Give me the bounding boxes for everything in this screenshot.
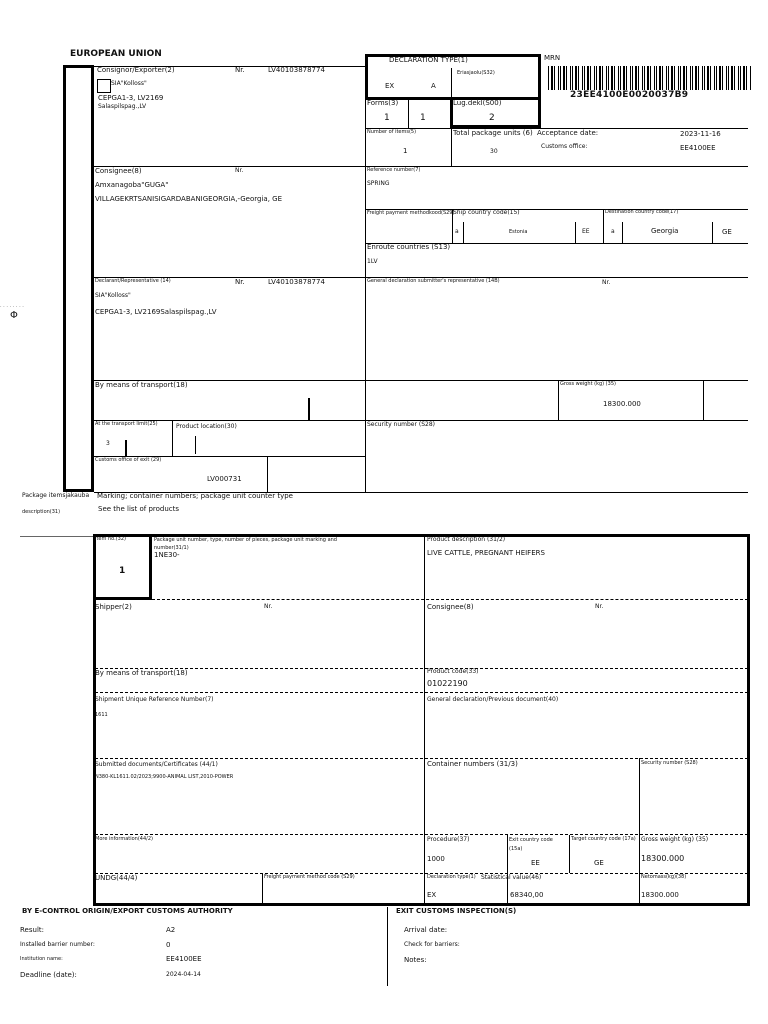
- items-value: 1: [403, 147, 408, 155]
- item-freight-label: Freight payment method code (S29): [264, 874, 355, 880]
- barrier-check-label: Check for barriers:: [404, 941, 460, 948]
- item-consignee-nr-label: Nr.: [595, 603, 604, 610]
- deadline-value: 2024-04-14: [166, 971, 201, 978]
- forms-v1: 1: [384, 113, 390, 123]
- unique-reference-label: Shipment Unique Reference Number(7): [95, 696, 214, 703]
- dest-country-name: Georgia: [651, 227, 679, 235]
- product-description-value: LIVE CATTLE, PREGNANT HEIFERS: [427, 549, 545, 557]
- consignee-name: Amxanagoba"GUGA": [95, 181, 169, 189]
- product-code-label: Product code(33): [427, 668, 479, 675]
- unique-reference-value: 1611: [95, 712, 108, 718]
- mrn-label: MRN: [544, 54, 561, 62]
- total-units-label: Total package units (6): [453, 129, 533, 137]
- statistical-value-label: Statistical value(46): [481, 874, 542, 881]
- consignee-label: Consignee(8): [95, 167, 142, 175]
- loading-list-value: 2: [489, 113, 495, 123]
- declarant-nr-value: LV40103878774: [268, 278, 325, 286]
- ship-country-code: EE: [582, 228, 590, 235]
- item-consignee-label: Consignee(8): [427, 603, 474, 611]
- forms-label: Forms(3): [367, 99, 399, 107]
- margin-dots: · · · · · · · ·: [0, 304, 24, 310]
- enroute-label: Enroute countries (S13): [367, 243, 451, 251]
- result-label: Result:: [20, 926, 44, 934]
- barrier-number-value: 0: [166, 941, 171, 949]
- exit-country-value: EE: [531, 859, 540, 867]
- exit-office-label: Customs office of exit (29): [95, 457, 162, 463]
- packages-label: Marking; container numbers; package unit counter type: [97, 492, 293, 500]
- target-country-value: GE: [594, 859, 604, 867]
- documents-value: N380-KL1611.02/2023;9900-ANIMAL LIST,2010-POWER: [95, 774, 234, 780]
- exit-office-value: LV000731: [207, 475, 242, 483]
- arrival-date-label: Arrival date:: [404, 926, 448, 934]
- reference-value: SPRING: [367, 180, 390, 187]
- decl-type-value: EX: [427, 891, 437, 899]
- item-security-label: Security number (S28): [641, 760, 698, 766]
- statistical-value: 68340,00: [510, 891, 544, 899]
- declarant-name: SIA"Kolloss": [95, 292, 131, 299]
- acceptance-value: 2023-11-16: [680, 130, 721, 138]
- dest-country-code: GE: [722, 228, 732, 236]
- ship-country-a: a: [455, 228, 459, 235]
- item-transport-label: By means of transport(18): [95, 669, 188, 677]
- institution-value: EE4100EE: [166, 955, 202, 963]
- freight-label: Freight payment methodkood(S29): [367, 210, 455, 216]
- consignor-nr-value: LV40103878774: [268, 66, 325, 74]
- submitter-label: General declaration submitter's representative (14B): [367, 278, 500, 284]
- border-transport-label: At the transport limit(25): [95, 421, 158, 427]
- notes-label: Notes:: [404, 956, 427, 964]
- item-frame: [93, 534, 750, 906]
- acceptance-label: Acceptance date:: [537, 129, 599, 137]
- shipper-label: Shipper(2): [95, 603, 132, 611]
- ship-country-label: Ship country code(15): [453, 209, 520, 216]
- dest-country-label: Destination country code(17): [605, 209, 679, 215]
- footer-left-title: BY E-CONTROL ORIGIN/EXPORT CUSTOMS AUTHORITY: [22, 907, 233, 915]
- previous-document-label: General declaration/Previous document(40): [427, 696, 559, 703]
- consignee-address: VILLAGEKRTSANISIGARDABANIGEORGIA,-Georgia, GE: [95, 195, 282, 203]
- items-label: Number of items(5): [367, 129, 417, 135]
- decl-type-label: Declaration type(1): [427, 874, 476, 880]
- packages-value: See the list of products: [98, 505, 180, 513]
- page-title: EUROPEAN UNION: [70, 49, 162, 59]
- product-description-label: Product description (31/2): [427, 536, 506, 543]
- consignor-address-2: Salaspilspag.,LV: [98, 103, 147, 110]
- consignor-checkbox[interactable]: [97, 79, 111, 93]
- barrier-number-label: Installed barrier number:: [20, 941, 95, 948]
- consignor-label: Consignor/Exporter(2): [97, 66, 175, 74]
- gross-weight-label: Gross weight (kg) (35): [560, 381, 616, 387]
- special-procedure-label: Eriasjaolu(S32): [457, 70, 495, 76]
- net-mass-value: 18300.000: [641, 891, 679, 899]
- packages-left-label-1: Package itemsjakauba: [22, 492, 90, 499]
- exit-country-label: Exit country code (15a): [509, 837, 553, 852]
- documents-label: Submitted documents/Certificates (44/1): [95, 761, 218, 768]
- declaration-type-v2: A: [431, 82, 436, 90]
- container-numbers-label: Container numbers (31/3): [427, 760, 518, 768]
- package-unit-value: 1NE30-: [154, 551, 180, 559]
- item-number-value: 1: [119, 566, 126, 576]
- package-unit-label: Package unit number, type, number of pieces, package unit marking and number(31/1): [154, 537, 337, 551]
- shipper-nr-label: Nr.: [264, 603, 273, 610]
- transport-label: By means of transport(18): [95, 381, 188, 389]
- procedure-value: 1000: [427, 855, 445, 863]
- customs-office-label: Customs office:: [541, 143, 588, 150]
- security-number-label: Security number (S28): [367, 421, 435, 428]
- undg-label: UNDG(44/4): [95, 874, 138, 882]
- result-value: A2: [166, 926, 176, 934]
- customs-office-value: EE4100EE: [680, 144, 716, 152]
- left-frame: [63, 65, 94, 492]
- more-info-label: More information(44/2): [95, 836, 153, 842]
- loading-list-label: Lug.dekl(S00): [453, 99, 502, 107]
- barcode: [548, 66, 752, 90]
- declaration-type-label: DECLARATION TYPE(1): [389, 56, 468, 64]
- border-transport-value: 3: [106, 440, 110, 447]
- declarant-nr-label: Nr.: [235, 278, 245, 286]
- net-mass-label: Netomass(kg)(38): [641, 874, 687, 880]
- item-gross-value: 18300.000: [641, 854, 685, 863]
- consignor-name: SIA"Kolloss": [111, 80, 147, 87]
- declarant-address: CEPGA1-3, LV2169Salaspilspag.,LV: [95, 308, 217, 316]
- total-units-value: 30: [490, 148, 498, 155]
- gross-weight-value: 18300.000: [603, 400, 641, 408]
- product-code-value: 01022190: [427, 679, 468, 688]
- product-location-label: Product location(30): [176, 423, 237, 430]
- item-gross-label: Gross weight (kg) (35): [641, 836, 709, 843]
- item-number-label: Item no.(32): [95, 536, 126, 542]
- mrn-value: 23EE4100E0020037B9: [570, 90, 689, 100]
- consignee-nr-label: Nr.: [235, 167, 244, 174]
- target-country-label: Target country code (17a): [571, 836, 636, 842]
- dest-country-a: a: [611, 228, 615, 235]
- consignor-nr-label: Nr.: [235, 66, 245, 74]
- margin-marker: Φ: [10, 310, 18, 321]
- forms-v2: 1: [420, 113, 426, 123]
- footer-right-title: EXIT CUSTOMS INSPECTION(S): [396, 907, 517, 915]
- ship-country-name: Estonia: [509, 229, 528, 235]
- declaration-type-v1: EX: [385, 82, 395, 90]
- submitter-nr-label: Nr.: [602, 279, 611, 286]
- deadline-label: Deadline (date):: [20, 971, 77, 979]
- enroute-value: 1LV: [367, 258, 378, 265]
- reference-label: Reference number(7): [367, 167, 421, 173]
- packages-left-label-2: description(31): [22, 509, 61, 515]
- declarant-label: Declarant/Representative (14): [95, 278, 171, 284]
- consignor-address-1: CEPGA1-3, LV2169: [98, 94, 164, 102]
- procedure-label: Procedure(37): [427, 836, 470, 843]
- institution-label: Institution name:: [20, 956, 63, 962]
